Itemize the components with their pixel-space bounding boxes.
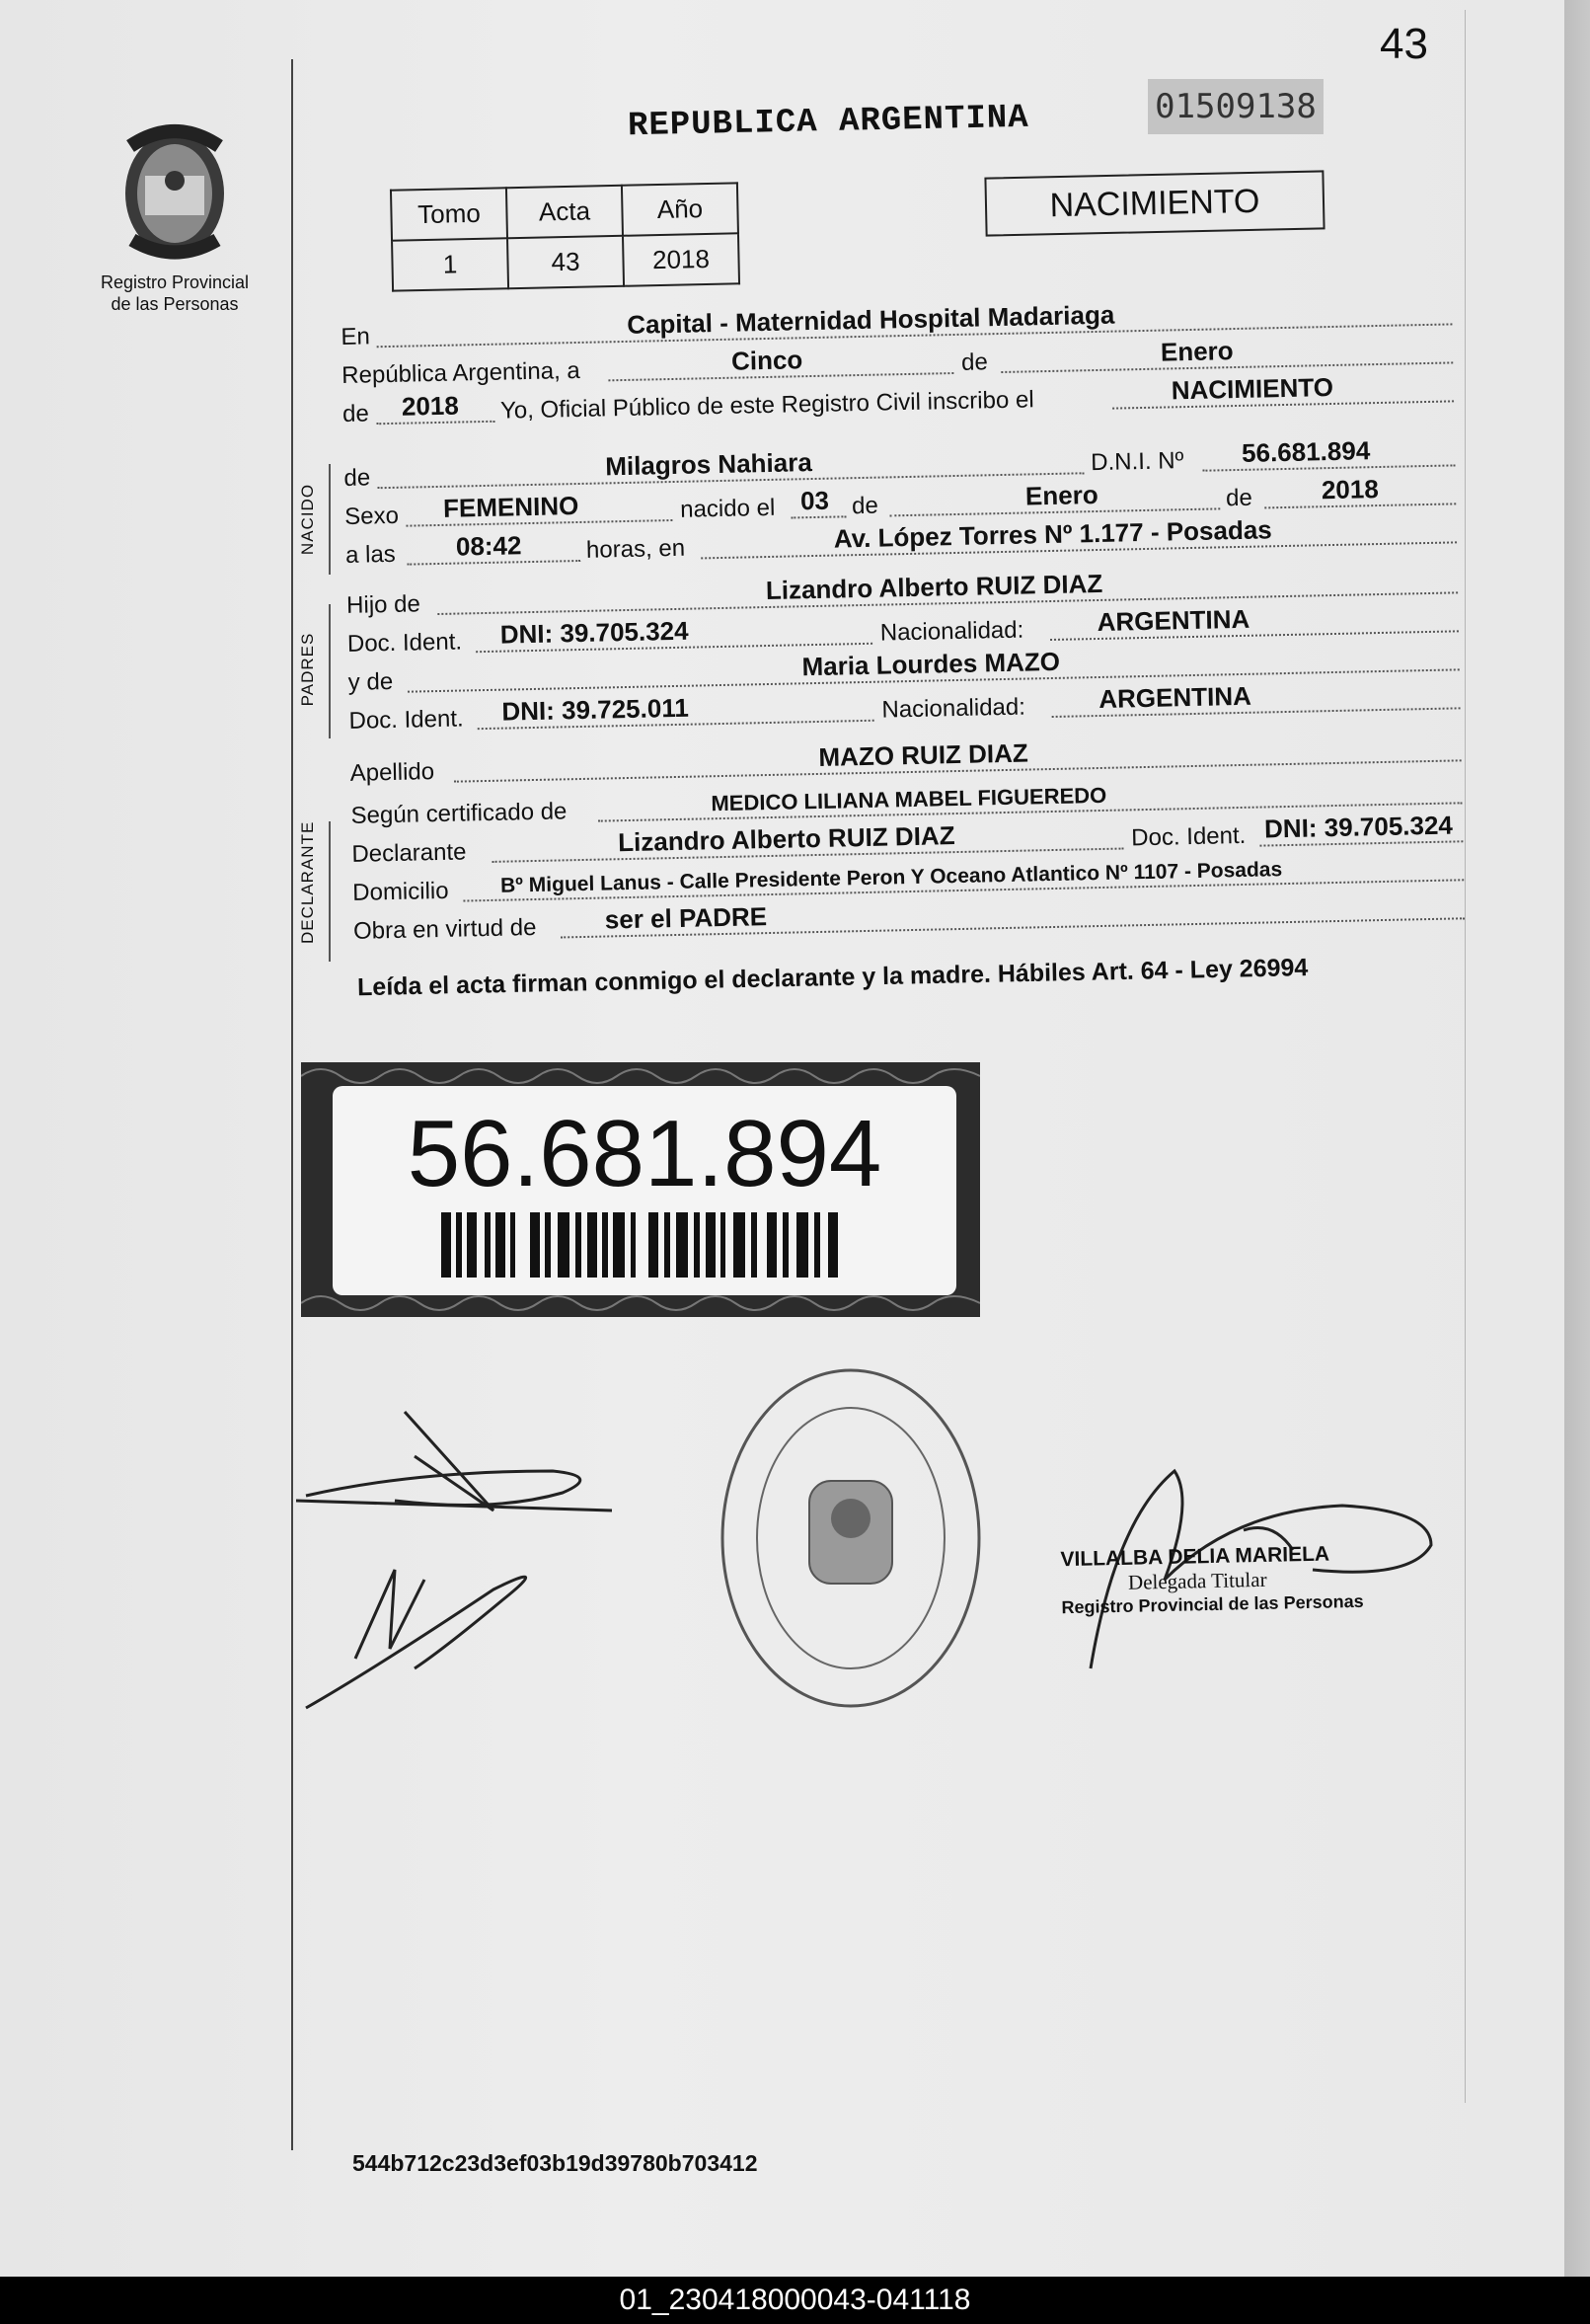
acta-type-box: NACIMIENTO bbox=[984, 170, 1325, 236]
domicilio-value: Bº Miguel Lanus - Calle Presidente Peron Y Oceano Atlantico Nº 1107 - Posadas bbox=[499, 858, 1283, 897]
padre-doc-value: DNI: 39.705.324 bbox=[499, 615, 689, 650]
doc-ident-label: Doc. Ident. bbox=[1130, 821, 1247, 852]
nombre-value: Milagros Nahiara bbox=[604, 447, 813, 482]
table-header-row bbox=[391, 183, 738, 240]
final-statement: Leída el acta firman conmigo el declarante y la madre. Hábiles Art. 64 - Ley 26994 bbox=[356, 954, 1309, 1002]
dia-value: Cinco bbox=[730, 345, 803, 376]
dni-number-card bbox=[301, 1062, 980, 1317]
en-value: Capital - Maternidad Hospital Madariaga bbox=[626, 299, 1115, 340]
sexo-label: Sexo bbox=[343, 502, 400, 530]
inscribo-label: Yo, Oficial Público de este Registro Civil inscribo el bbox=[499, 386, 1034, 425]
yde-label: y de bbox=[347, 667, 394, 696]
value-tomo: 1 bbox=[392, 238, 508, 290]
header-anio: Año bbox=[622, 183, 738, 235]
dni-card-inner bbox=[333, 1086, 956, 1295]
apellido-label: Apellido bbox=[349, 758, 435, 787]
dni-label: D.N.I. Nº bbox=[1090, 447, 1184, 477]
value-acta: 43 bbox=[507, 236, 624, 288]
certificado-label: Según certificado de bbox=[350, 798, 568, 829]
declarante-label: Declarante bbox=[351, 838, 467, 868]
registro-line-2: de las Personas bbox=[111, 294, 239, 314]
de-label: de bbox=[960, 349, 989, 376]
right-margin-line bbox=[1465, 10, 1466, 2103]
page-number: 43 bbox=[1380, 20, 1428, 68]
padre-nacionalidad: ARGENTINA bbox=[1097, 603, 1250, 638]
official-role: Delegada Titular bbox=[1127, 1567, 1267, 1594]
official-signature-block bbox=[1060, 1542, 1364, 1619]
official-org: Registro Provincial de las Personas bbox=[1061, 1590, 1364, 1618]
dni-card-number: 56.681.894 bbox=[407, 1101, 882, 1206]
de-label: de bbox=[343, 464, 371, 492]
de-label: de bbox=[341, 400, 370, 427]
footer-file-id: 01_230418000043-041118 bbox=[0, 2277, 1590, 2324]
document-hash: 544b712c23d3ef03b19d39780b703412 bbox=[352, 2150, 758, 2176]
hijo-label: Hijo de bbox=[345, 590, 421, 619]
serial-number: 01509138 bbox=[1148, 79, 1324, 134]
official-stamp-icon bbox=[713, 1360, 989, 1716]
domicilio-label: Domicilio bbox=[351, 877, 449, 906]
padre-value: Lizandro Alberto RUIZ DIAZ bbox=[765, 568, 1103, 606]
declarante-doc-value: DNI: 39.705.324 bbox=[1263, 810, 1454, 844]
side-label-padres bbox=[259, 632, 357, 707]
nacimiento-mes: Enero bbox=[1024, 479, 1098, 511]
de-label: de bbox=[851, 492, 879, 520]
madre-doc-value: DNI: 39.725.011 bbox=[501, 692, 690, 727]
doc-ident-label: Doc. Ident. bbox=[346, 628, 463, 658]
table-row bbox=[392, 233, 739, 290]
side-label-declarante bbox=[259, 820, 357, 944]
acta-form bbox=[341, 293, 1459, 949]
declarante-value: Lizandro Alberto RUIZ DIAZ bbox=[617, 820, 955, 858]
madre-nacionalidad: ARGENTINA bbox=[1098, 680, 1252, 714]
header-acta: Acta bbox=[506, 186, 623, 238]
republica-label: República Argentina, a bbox=[341, 356, 580, 389]
barcode-icon bbox=[441, 1212, 846, 1281]
side-label-nacido bbox=[259, 483, 357, 556]
province-coat-of-arms-icon bbox=[111, 116, 239, 265]
lugar-value: Av. López Torres Nº 1.177 - Posadas bbox=[833, 514, 1273, 554]
madre-value: Maria Lourdes MAZO bbox=[801, 646, 1061, 682]
nacionalidad-label: Nacionalidad: bbox=[879, 616, 1024, 647]
registro-provincial-label bbox=[91, 271, 259, 315]
registro-line-1: Registro Provincial bbox=[100, 272, 250, 292]
official-name: VILLALBA DELIA MARIELA bbox=[1060, 1542, 1330, 1572]
de-label: de bbox=[1225, 484, 1253, 512]
obra-value: ser el PADRE bbox=[604, 901, 768, 935]
certificado-value: MEDICO LILIANA MABEL FIGUEREDO bbox=[711, 782, 1107, 816]
doc-ident-label: Doc. Ident. bbox=[348, 705, 464, 735]
nacimiento-dia: 03 bbox=[799, 485, 830, 516]
hora-value: 08:42 bbox=[455, 530, 522, 562]
apellido-value: MAZO RUIZ DIAZ bbox=[818, 737, 1029, 772]
mes-value: Enero bbox=[1160, 336, 1234, 367]
page-edge bbox=[1564, 0, 1590, 2277]
sexo-value: FEMENINO bbox=[442, 490, 579, 523]
side-label-padres-text: PADRES bbox=[298, 632, 317, 707]
dni-value: 56.681.894 bbox=[1241, 435, 1371, 468]
value-anio: 2018 bbox=[623, 233, 739, 285]
header-tomo: Tomo bbox=[391, 188, 507, 240]
document-title: REPUBLICA ARGENTINA bbox=[627, 99, 1030, 146]
horas-label: horas, en bbox=[585, 534, 686, 564]
en-label: En bbox=[341, 323, 371, 350]
nacido-label: nacido el bbox=[679, 494, 776, 523]
side-label-nacido-text: NACIDO bbox=[298, 483, 317, 556]
obra-label: Obra en virtud de bbox=[352, 913, 537, 945]
left-margin-line bbox=[291, 59, 293, 2150]
anio-value: 2018 bbox=[401, 390, 460, 422]
nacionalidad-label: Nacionalidad: bbox=[881, 693, 1026, 724]
side-label-declarante-text: DECLARANTE bbox=[298, 820, 317, 944]
inscribo-value: NACIMIENTO bbox=[1171, 371, 1334, 406]
alas-label: a las bbox=[344, 540, 397, 569]
tomo-acta-anio-table bbox=[390, 182, 740, 291]
nacimiento-anio: 2018 bbox=[1321, 474, 1380, 505]
signature-declarante-icon bbox=[296, 1402, 622, 1718]
